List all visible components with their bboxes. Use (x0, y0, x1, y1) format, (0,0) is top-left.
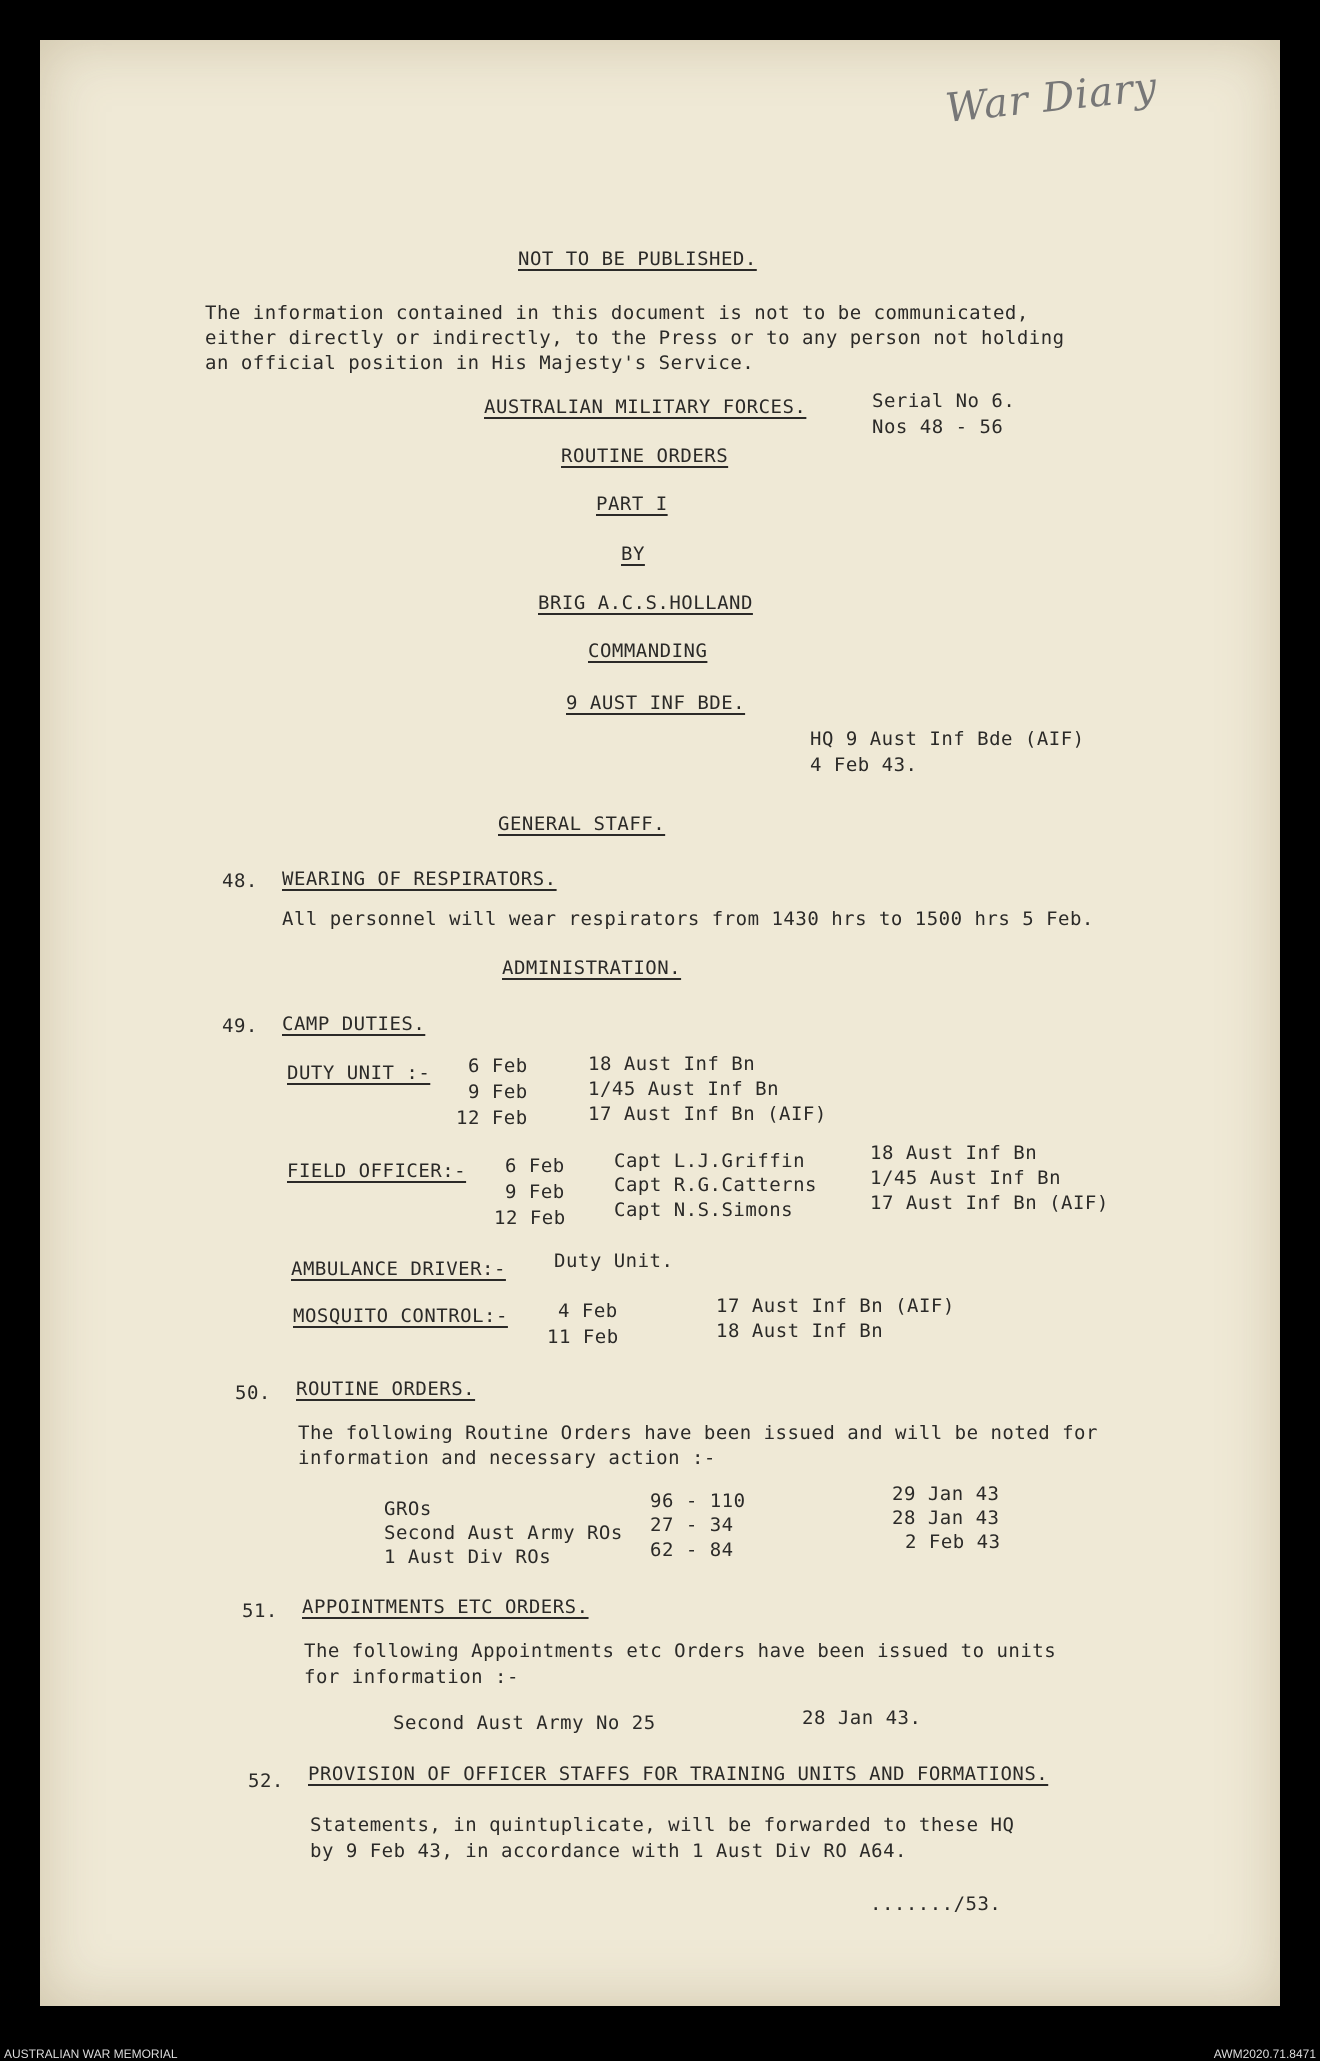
item-52-text-1: Statements, in quintuplicate, will be forwarded to these HQ (310, 1814, 1015, 1836)
ro-date-1: 29 Jan 43 (892, 1483, 1000, 1505)
ro-range-2: 27 - 34 (650, 1514, 734, 1536)
duty-unit-1: 18 Aust Inf Bn (588, 1053, 756, 1075)
item-50-number: 50. (235, 1382, 271, 1404)
general-staff-heading: GENERAL STAFF. (498, 813, 666, 835)
field-unit-1: 18 Aust Inf Bn (870, 1142, 1038, 1164)
duty-unit-2: 1/45 Aust Inf Bn (588, 1078, 780, 1100)
field-officer-3: Capt N.S.Simons (614, 1199, 794, 1221)
by-heading: BY (621, 543, 645, 565)
item-49-number: 49. (222, 1015, 258, 1037)
item-49-title: CAMP DUTIES. (282, 1013, 426, 1035)
field-date-1: 6 Feb (505, 1155, 565, 1177)
appointments-order-date: 28 Jan 43. (802, 1707, 922, 1729)
item-51-text-2: for information :- (304, 1666, 519, 1688)
item-52-text-2: by 9 Feb 43, in accordance with 1 Aust Div RO A64. (310, 1840, 907, 1862)
item-52-title: PROVISION OF OFFICER STAFFS FOR TRAINING UNITS AND FORMATIONS. (308, 1763, 1049, 1785)
ro-range-3: 62 - 84 (650, 1539, 734, 1561)
field-officer-2: Capt R.G.Catterns (614, 1174, 817, 1196)
ro-name-2: Second Aust Army ROs (384, 1522, 623, 1544)
footer-catalogue-id: AWM2020.71.8471 (1213, 2047, 1316, 2061)
not-to-be-published-heading: NOT TO BE PUBLISHED. (518, 248, 757, 270)
part-heading: PART I (596, 493, 668, 515)
forces-heading: AUSTRALIAN MILITARY FORCES. (484, 396, 807, 418)
field-officer-label: FIELD OFFICER:- (287, 1160, 467, 1182)
duty-date-1: 6 Feb (468, 1055, 528, 1077)
field-officer-1: Capt L.J.Griffin (614, 1150, 806, 1172)
ambulance-driver-value: Duty Unit. (554, 1250, 674, 1272)
hq-address: HQ 9 Aust Inf Bde (AIF) (810, 728, 1085, 750)
duty-date-2: 9 Feb (468, 1081, 528, 1103)
item-50-title: ROUTINE ORDERS. (296, 1378, 476, 1400)
notice-line-3: an official position in His Majesty's Service. (205, 352, 755, 374)
brigade-heading: 9 AUST INF BDE. (566, 692, 746, 714)
ro-range-1: 96 - 110 (650, 1490, 746, 1512)
serial-number: Serial No 6. (872, 390, 1016, 412)
mosquito-control-label: MOSQUITO CONTROL:- (293, 1305, 508, 1327)
appointments-order-name: Second Aust Army No 25 (393, 1712, 656, 1734)
item-48-number: 48. (222, 870, 258, 892)
continuation-marker: ......./53. (870, 1893, 1002, 1915)
item-48-title: WEARING OF RESPIRATORS. (282, 868, 557, 890)
mosquito-date-1: 4 Feb (558, 1300, 618, 1322)
field-date-2: 9 Feb (505, 1181, 565, 1203)
notice-line-2: either directly or indirectly, to the Press or to any person not holding (205, 327, 1065, 349)
item-51-text-1: The following Appointments etc Orders have been issued to units (304, 1640, 1057, 1662)
duty-date-3: 12 Feb (456, 1107, 528, 1129)
ro-date-3: 2 Feb 43 (905, 1531, 1001, 1553)
administration-heading: ADMINISTRATION. (502, 957, 682, 979)
item-50-text-2: information and necessary action :- (298, 1447, 716, 1469)
notice-line-1: The information contained in this document is not to be communicated, (205, 302, 1029, 324)
mosquito-date-2: 11 Feb (547, 1326, 619, 1348)
ro-name-3: 1 Aust Div ROs (384, 1546, 552, 1568)
routine-orders-heading: ROUTINE ORDERS (561, 445, 729, 467)
handwritten-annotation: War Diary (943, 64, 1160, 132)
item-51-title: APPOINTMENTS ETC ORDERS. (302, 1596, 589, 1618)
order-numbers: Nos 48 - 56 (872, 416, 1004, 438)
ambulance-driver-label: AMBULANCE DRIVER:- (291, 1258, 506, 1280)
mosquito-unit-1: 17 Aust Inf Bn (AIF) (716, 1295, 955, 1317)
commanding-heading: COMMANDING (588, 640, 708, 662)
ro-date-2: 28 Jan 43 (892, 1507, 1000, 1529)
ro-name-1: GROs (384, 1498, 432, 1520)
item-51-number: 51. (242, 1600, 278, 1622)
issue-date: 4 Feb 43. (810, 754, 918, 776)
footer-source: AUSTRALIAN WAR MEMORIAL (4, 2047, 178, 2061)
duty-unit-3: 17 Aust Inf Bn (AIF) (588, 1103, 827, 1125)
field-unit-3: 17 Aust Inf Bn (AIF) (870, 1192, 1109, 1214)
mosquito-unit-2: 18 Aust Inf Bn (716, 1320, 884, 1342)
duty-unit-label: DUTY UNIT :- (287, 1062, 431, 1084)
field-unit-2: 1/45 Aust Inf Bn (870, 1167, 1062, 1189)
item-50-text-1: The following Routine Orders have been issued and will be noted for (298, 1422, 1098, 1444)
brigadier-name: BRIG A.C.S.HOLLAND (538, 592, 753, 614)
item-48-text: All personnel will wear respirators from 1430 hrs to 1500 hrs 5 Feb. (282, 908, 1094, 930)
field-date-3: 12 Feb (494, 1207, 566, 1229)
item-52-number: 52. (248, 1770, 284, 1792)
